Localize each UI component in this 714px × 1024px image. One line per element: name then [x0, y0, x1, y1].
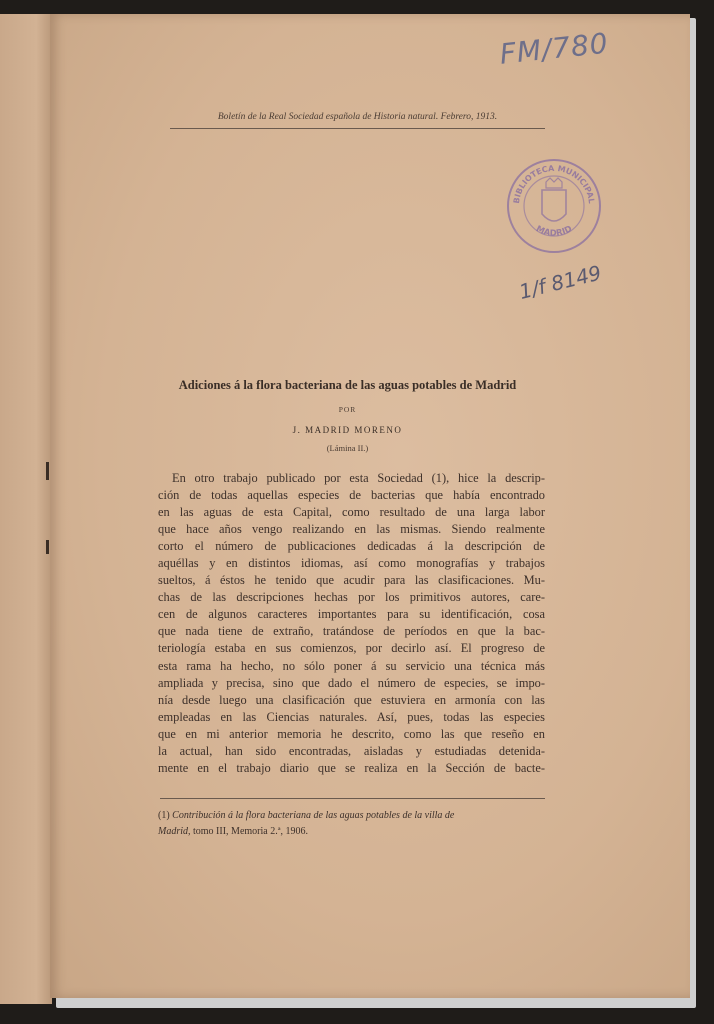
body-line: sueltos, á éstos he tenido que acudir para las clasificaciones. Mu-: [158, 573, 545, 588]
body-line: empleadas en las Ciencias naturales. Así, pues, todas las especies: [158, 709, 545, 724]
header-rule: [170, 128, 545, 129]
previous-page-edge: [0, 14, 52, 1004]
plate-reference: (Lámina II.): [326, 443, 369, 453]
footnote-line-2: [158, 824, 545, 840]
stamp-bottom-text: MADRID: [534, 224, 574, 239]
handwritten-shelfmark: FM/780: [498, 26, 611, 71]
body-paragraph: [158, 470, 545, 790]
author-name: J. MADRID MORENO: [292, 425, 403, 435]
body-line: que nada tiene de extraño, tratándose de períodos en que la bac-: [158, 624, 545, 639]
by-label: POR: [338, 405, 357, 414]
library-stamp: [505, 152, 603, 260]
footnote: [158, 808, 545, 844]
svg-text:MADRID: [534, 224, 574, 239]
body-line: la actual, han sido encontradas, aisladas y estudiadas detenida-: [158, 743, 545, 758]
body-line: esta rama ha hecho, no sólo poner á su servicio una técnica más: [158, 658, 545, 673]
body-line: ampliada y precisa, sino que dado el número de especies, se impo-: [158, 675, 545, 690]
body-line: aquéllas y en distintos idiomas, así como monografías y trabajos: [158, 556, 545, 571]
running-header: Boletín de la Real Sociedad española de Historia natural. Febrero, 1913.: [217, 112, 498, 122]
body-line: que en mi anterior memoria he descrito, como las que reseño en: [158, 726, 545, 741]
footnote-italic-city: Madrid,: [158, 826, 191, 837]
body-line: corto el número de publicaciones dedicadas á la descripción de: [158, 539, 545, 554]
footnote-reference: tomo III, Memoria 2.ª, 1906.: [190, 826, 308, 837]
binding-thread: [46, 540, 49, 554]
stamp-top-text: BIBLIOTECA MUNICIPAL: [512, 163, 596, 205]
body-line: teriología estaba en sus comienzos, por decirlo así. El progreso de: [158, 641, 545, 656]
handwritten-stamp-note: 1/f 8149: [516, 260, 604, 304]
body-line: chas de las descripciones hechas por los primitivos autores, care-: [158, 590, 545, 605]
body-line: cen de algunos caracteres importantes para su identificación, cosa: [158, 607, 545, 622]
body-line: mente en el trabajo diario que se realiza en la Sección de bacte-: [158, 760, 545, 775]
footnote-marker: (1): [158, 810, 170, 821]
body-line: En otro trabajo publicado por esta Sociedad (1), hice la descrip-: [172, 471, 545, 485]
binding-thread: [46, 462, 49, 480]
body-line: en las aguas de esta Capital, como resultado de una larga labor: [158, 505, 545, 520]
body-line: que hace años vengo realizando en las mismas. Siendo realmente: [158, 522, 545, 537]
body-line: nía desde luego una clasificación que estuviera en armonía con las: [158, 692, 545, 707]
footnote-rule: [160, 798, 545, 799]
article-title: Adiciones á la flora bacteriana de las aguas potables de Madrid: [178, 378, 517, 392]
footnote-line-1: [158, 808, 545, 824]
footnote-italic-title: Contribución á la flora bacteriana de las aguas potables de la villa de: [172, 810, 455, 821]
body-line: ción de todas aquellas especies de bacterias que había encontrado: [158, 488, 545, 503]
